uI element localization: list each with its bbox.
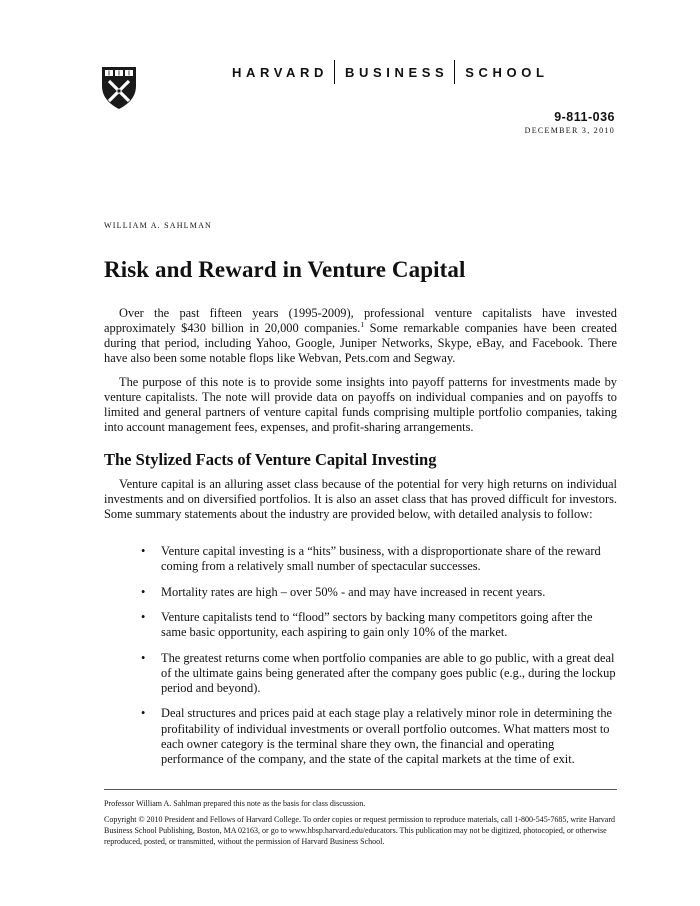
footnote-divider: [104, 789, 617, 790]
masthead-divider: [454, 60, 455, 84]
masthead-word-business: BUSINESS: [345, 64, 449, 80]
document-title: Risk and Reward in Venture Capital: [104, 257, 466, 282]
harvard-shield-logo: [101, 66, 137, 110]
footer-copyright: Copyright © 2010 President and Fellows of Harvard College. To order copies or request permission to reproduce materials, call 1-800-545-7685, write Harvard Business School Publishing, Boston, MA 02163, or go to www.hbsp.harvard.edu/educators. This publication may not be digitized, photocopied, or otherwise reproduced, posted, or transmitted, without the permission of Harvard Business School.: [104, 815, 616, 847]
list-item: • Mortality rates are high – over 50% - and may have increased in recent years.: [141, 585, 617, 600]
list-item: • The greatest returns come when portfolio companies are able to go public, with a great deal of the ultimate gains being generated after the company goes public (e.g., during the lockup period and beyond).: [141, 651, 617, 697]
section-heading: The Stylized Facts of Venture Capital Investing: [104, 450, 437, 469]
list-item: • Deal structures and prices paid at each stage play a relatively minor role in determining the profitability of individual investments or overall portfolio outcomes. What matters most to each owner category is the terminal share they own, the financial and operating performance of the company, and the state of the capital markets at the time of exit.: [141, 706, 617, 767]
footer-author-note: Professor William A. Sahlman prepared this note as the basis for class discussion.: [104, 799, 366, 808]
intro-paragraph-text: Over the past fifteen years (1995-2009), professional venture capitalists have invested approximately $430 billion in 20,000 companies.: [104, 306, 617, 335]
author-name: WILLIAM A. SAHLMAN: [104, 221, 213, 230]
intro-paragraph: [104, 306, 617, 366]
section-intro-paragraph: Venture capital is an alluring asset class because of the potential for very high returns on individual investments and on diversified portfolios. It is also an asset class that has proved difficult for investors. Some summary statements about the industry are provided below, with detailed analysis to follow:: [104, 477, 617, 521]
school-masthead: [232, 62, 622, 82]
masthead-divider: [334, 60, 335, 84]
intro-paragraph-text-continued: Some remarkable companies have been created during that period, including Yahoo, Google, Juniper Networks, Skype, eBay, and Facebook. There have also been some notable flops like Webvan, Pets.com and Segway.: [104, 320, 617, 365]
footnote-reference: 1: [360, 319, 365, 329]
masthead-word-school: SCHOOL: [465, 64, 549, 80]
purpose-paragraph: The purpose of this note is to provide some insights into payoff patterns for investments made by venture capitalists. The note will provide data on payoffs on individual companies and on payoffs to limited and general partners of venture capital funds comprising multiple portfolio companies, taking into account management fees, expenses, and profit-sharing arrangements.: [104, 375, 617, 434]
list-item: • Venture capitalists tend to “flood” sectors by backing many competitors going after the same basic opportunity, each aspiring to gain only 10% of the market.: [141, 610, 617, 640]
document-number: 9-811-036: [554, 110, 615, 124]
stylized-facts-list: [141, 544, 617, 777]
document-date: DECEMBER 3, 2010: [524, 126, 615, 135]
list-item: • Venture capital investing is a “hits” business, with a disproportionate share of the reward coming from a relatively small number of spectacular successes.: [141, 544, 617, 574]
masthead-word-harvard: HARVARD: [232, 64, 329, 80]
